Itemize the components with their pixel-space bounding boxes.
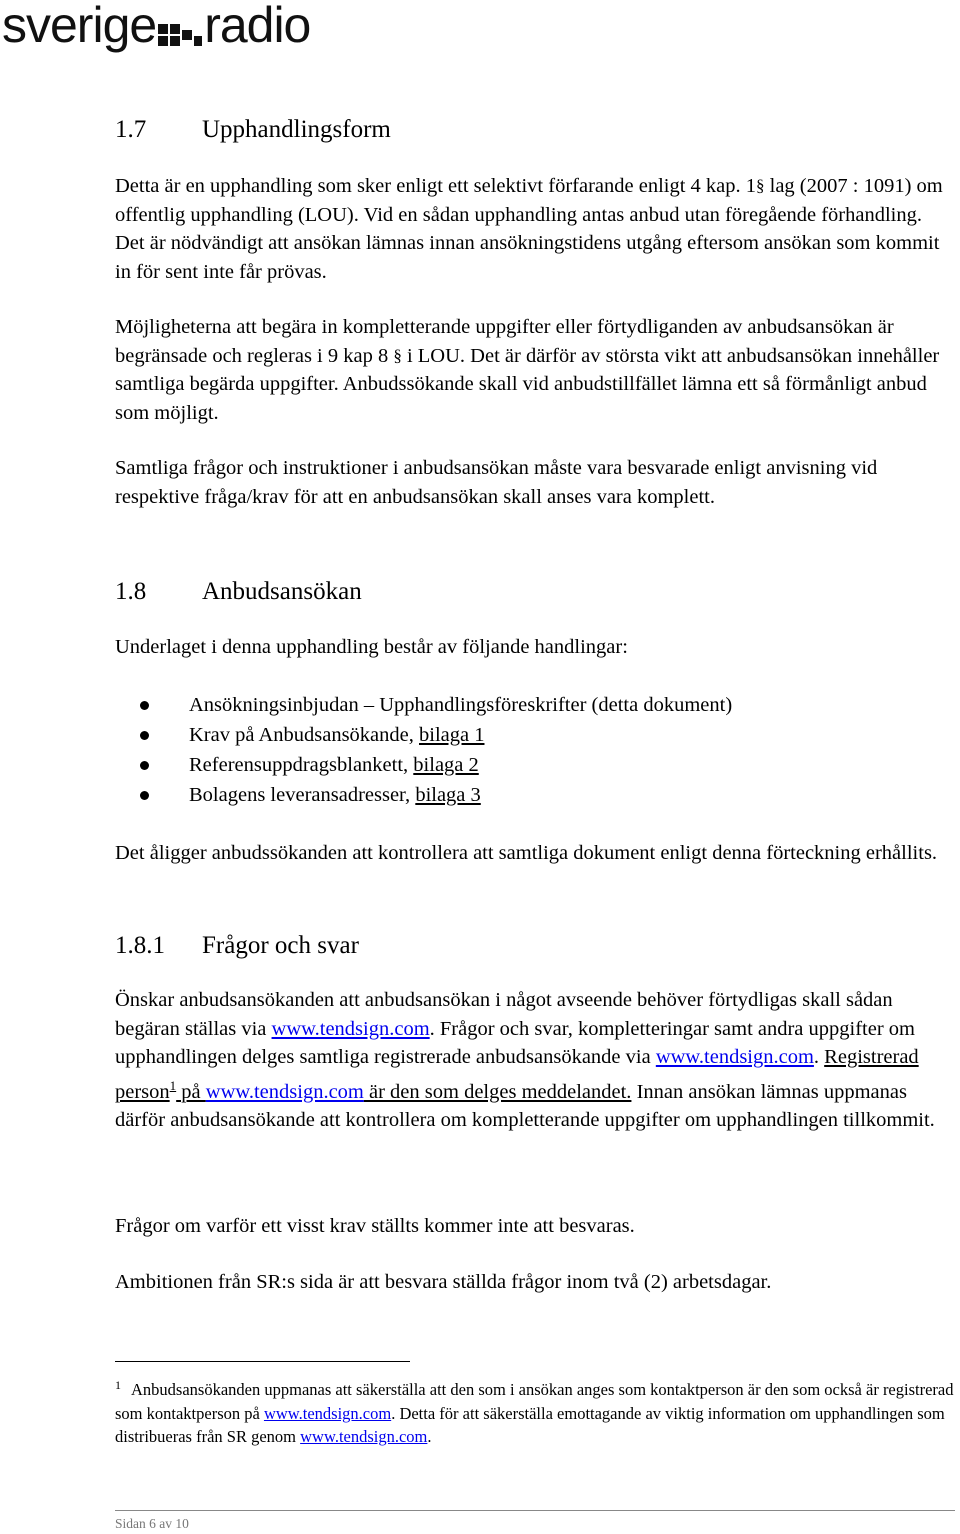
footnote-mark: 1	[115, 1378, 121, 1392]
logo-text-right: radio	[204, 0, 311, 53]
text: lag (2007 : 1091) om offentlig upphandling (LOU). Vid en sådan upphandling antas anbud utan föregående förhandling. Det är nödvändigt att ansökan lämnas innan ansökningstidens utgång eftersom ansökan som kommit in för sent inte får prövas.	[115, 175, 943, 283]
page-number: Sidan 6 av 10	[115, 1516, 189, 1531]
registered-person-text: Registrerad person	[115, 1046, 919, 1103]
bullet-icon	[140, 791, 149, 800]
tendsign-link[interactable]: www.tendsign.com	[300, 1427, 428, 1446]
tendsign-link[interactable]: www.tendsign.com	[655, 1046, 814, 1068]
attachment-link[interactable]: bilaga 1	[419, 724, 485, 746]
list-item-text: Ansökningsinbjudan – Upphandlingsföreskrifter (detta dokument)	[189, 694, 733, 716]
text: Frågor om varför ett visst krav ställts kommer inte att besvaras.	[115, 1215, 635, 1237]
paragraph-supplements	[115, 313, 955, 427]
paragraph-documents-intro	[115, 633, 955, 662]
document-list	[140, 690, 732, 810]
bullet-icon	[140, 761, 149, 770]
heading-title: Upphandlingsform	[202, 116, 391, 143]
list-item-text: Krav på Anbudsansökande,	[189, 724, 420, 746]
logo-text-left: sverige	[2, 0, 157, 53]
footnote-reference[interactable]: 1	[169, 1077, 177, 1093]
text: Ambitionen från SR:s sida är att besvara ställda frågor inom två (2) arbetsdagar.	[115, 1271, 772, 1293]
text: Anbudsansökanden uppmanas att säkerställa att den som i ansökan anges som kontaktperson är den som också är registrerad som kontaktperson på	[115, 1380, 954, 1423]
text: Samtliga frågor och instruktioner i anbudsansökan måste vara besvarade enligt anvisning vid respektive fråga/krav för att en anbudsansökan skall anses vara komplett.	[115, 457, 878, 508]
bullet-icon	[140, 701, 149, 710]
text: Underlaget i denna upphandling består av följande handlingar:	[115, 636, 628, 658]
heading-number: 1.8	[115, 578, 147, 605]
list-item-text: Referensuppdragsblankett,	[189, 754, 414, 776]
paragraph-instructions	[115, 454, 955, 511]
paragraph-procedure	[115, 172, 955, 286]
section-sign: §	[756, 176, 765, 195]
text: Innan ansökan lämnas uppmanas därför anbudsansökande att kontrollera om kompletterande uppgifter om upphandlingen tillkommit.	[115, 1080, 935, 1131]
text: .	[813, 1046, 825, 1068]
list-item	[140, 780, 732, 810]
heading-title: Frågor och svar	[202, 932, 359, 959]
list-item-text: Bolagens leveransadresser,	[189, 784, 416, 806]
tendsign-link[interactable]: www.tendsign.com	[205, 1080, 364, 1103]
text: Det åligger anbudssökanden att kontrollera att samtliga dokument enligt denna förteckning erhållits.	[115, 842, 938, 864]
section-sign: §	[393, 345, 402, 365]
paragraph-not-answered	[115, 1212, 955, 1241]
text: Önskar anbudsansökanden att anbudsansökan i något avseende behöver förtydligas skall sådan begäran ställas via	[115, 989, 893, 1040]
text: Möjligheterna att begära in kompletterande uppgifter eller förtydliganden av anbudsansökan är begränsade och regleras i 9 kap 8	[115, 316, 894, 367]
heading-title: Anbudsansökan	[202, 578, 362, 605]
heading-1-7	[115, 115, 391, 145]
footnote	[115, 1374, 955, 1449]
list-item	[140, 750, 732, 780]
footnote-divider	[115, 1361, 410, 1362]
bullet-icon	[140, 731, 149, 740]
text: på	[176, 1080, 206, 1103]
list-item	[140, 690, 732, 720]
attachment-link[interactable]: bilaga 2	[413, 754, 479, 776]
text: Detta är en upphandling som sker enligt ett selektivt förfarande enligt 4 kap. 1	[115, 175, 757, 197]
footer-divider	[115, 1510, 955, 1511]
tendsign-link[interactable]: www.tendsign.com	[263, 1403, 392, 1423]
list-item	[140, 720, 732, 750]
heading-number: 1.7	[115, 116, 147, 143]
text: är den som delges meddelandet.	[363, 1080, 632, 1103]
attachment-link[interactable]: bilaga 3	[415, 784, 481, 806]
text: i LOU. Det är därför av största vikt att anbudsansökan innehåller samtliga begärda uppgifter. Anbudssökande skall vid anbudstillfället lämna ett så förmånligt anbud som möjligt.	[115, 344, 940, 424]
paragraph-ambition	[115, 1268, 955, 1297]
paragraph-verify	[115, 839, 955, 868]
text: . Frågor och svar, kompletteringar samt andra uppgifter om upphandlingen delges samtliga registrerade anbudsansökande via	[115, 1017, 915, 1068]
logo-mark-icon	[157, 8, 203, 42]
heading-1-8-1	[115, 931, 359, 961]
heading-1-8	[115, 577, 362, 607]
text: . Detta för att säkerställa emottagande av viktig information om upphandlingen som distribueras från SR genom	[115, 1403, 945, 1446]
tendsign-link[interactable]: www.tendsign.com	[271, 1017, 430, 1040]
sveriges-radio-logo	[2, 0, 311, 53]
heading-number: 1.8.1	[115, 932, 165, 959]
paragraph-questions	[115, 986, 955, 1135]
text: .	[427, 1427, 432, 1446]
